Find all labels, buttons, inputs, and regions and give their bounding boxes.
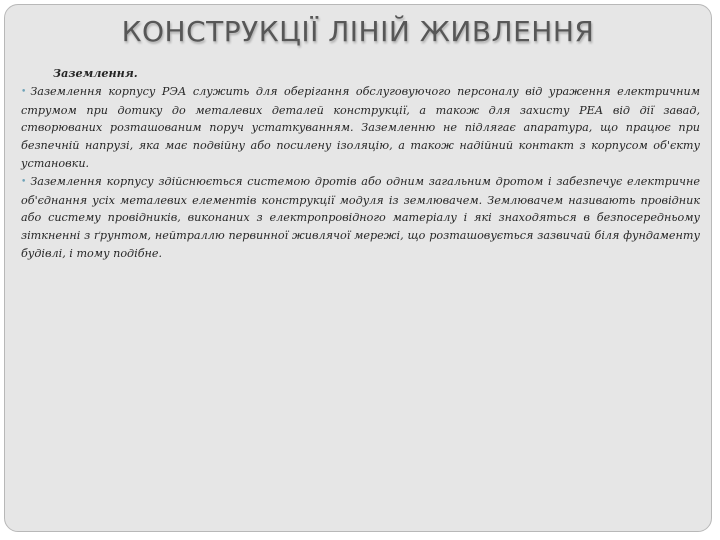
slide [4, 4, 712, 532]
paragraph-text: Заземлення корпусу РЭА служить для оберігання обслуговуючого персоналу від ураження електричним струмом при дотику до металевих деталей конструкції, а також для захисту РЕА від дії завад, створюваних розташованим поруч устаткуванням. Заземленню не підлягає апаратура, що працює при безпечній напрузі, яка має подвійну або посилену ізоляцію, а також надійний контакт з корпусом об'єкту установки. [21, 84, 700, 170]
bullet-paragraph [21, 173, 700, 263]
paragraph-text: Заземлення корпусу здійснюється системою дротів або одним загальним дротом і забезпечує електричне об'єднання усіх металевих елементів конструкції модуля із землювачем. Землювачем називають провідник або систему провідників, виконаних з електропровідного матеріалу і які знаходяться в безпосередньому зіткненні з ґрунтом, нейтраллю первинної живлячої мережі, що розташовується зазвичай біля фундаменту будівлі, і тому подібне. [21, 174, 700, 260]
subheading: Заземлення. [53, 66, 138, 80]
bullet-icon: • [21, 86, 27, 97]
slide-title: КОНСТРУКЦІЇ ЛІНІЙ ЖИВЛЕННЯ [121, 15, 595, 48]
bullet-paragraph [21, 83, 700, 173]
bullet-icon: • [21, 176, 27, 187]
slide-body [21, 65, 700, 263]
